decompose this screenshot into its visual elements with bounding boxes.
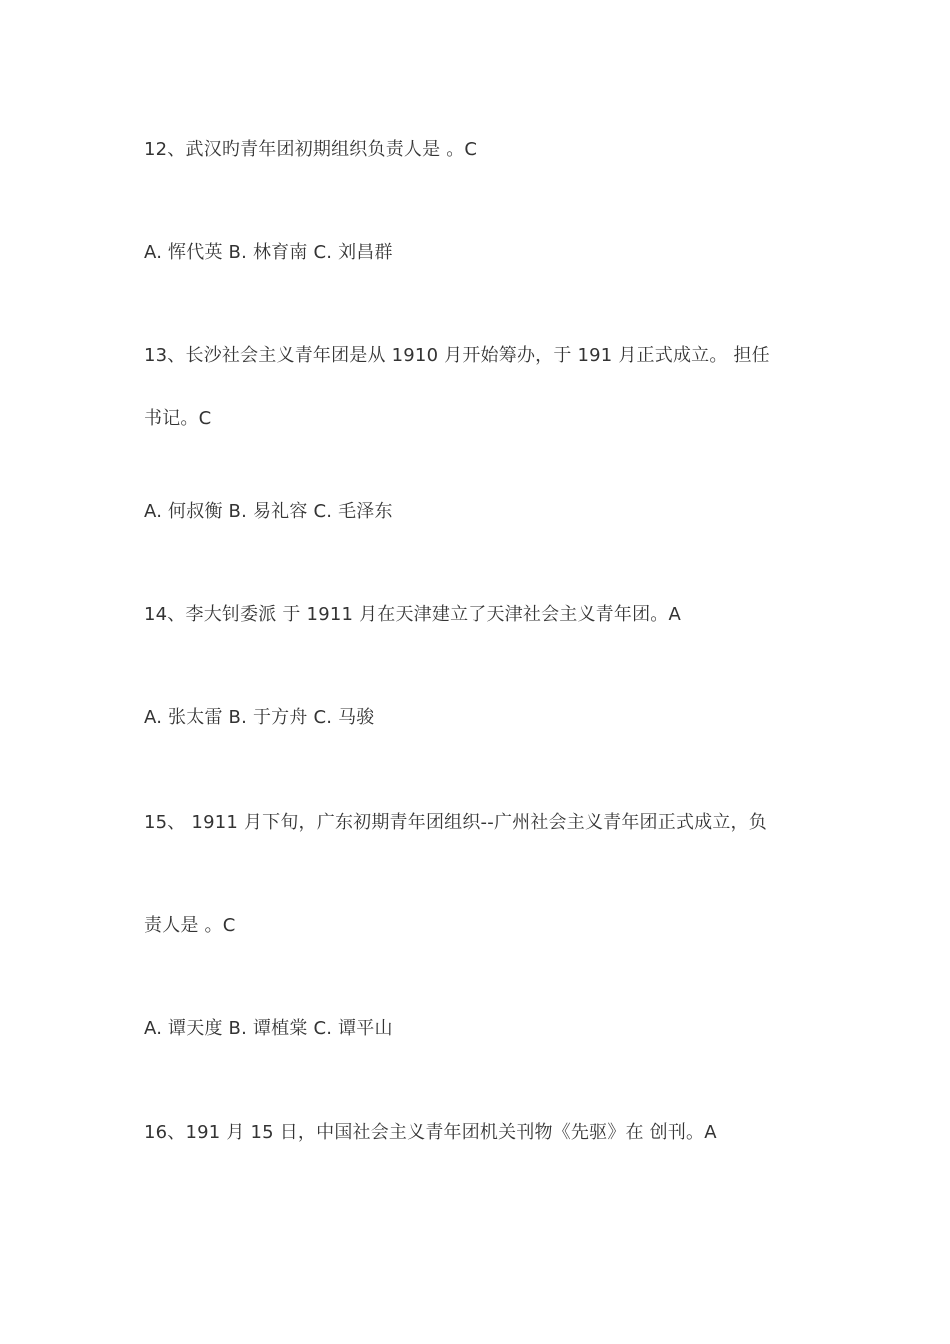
question-16-stem: 16、191 月 15 日，中国社会主义青年团机关刊物《先驱》在 创刊。A: [144, 1122, 717, 1143]
question-15-stem-line-1: 15、 1911 月下旬，广东初期青年团组织--广州社会主义青年团正式成立，负: [144, 812, 767, 833]
question-14-stem: 14、李大钊委派 于 1911 月在天津建立了天津社会主义青年团。A: [144, 604, 681, 625]
question-15-options: A. 谭天度 B. 谭植棠 C. 谭平山: [144, 1018, 393, 1039]
question-13-stem-line-1: 13、长沙社会主义青年团是从 1910 月开始筹办，于 191 月正式成立。 担任: [144, 345, 770, 366]
question-12-options: A. 恽代英 B. 林育南 C. 刘昌群: [144, 242, 393, 263]
question-12-stem: 12、武汉旳青年团初期组织负责人是 。C: [144, 139, 478, 160]
question-13-stem-line-2: 书记。C: [144, 408, 212, 429]
question-13-options: A. 何叔衡 B. 易礼容 C. 毛泽东: [144, 501, 393, 522]
question-14-options: A. 张太雷 B. 于方舟 C. 马骏: [144, 707, 375, 728]
question-15-stem-line-2: 责人是 。C: [144, 915, 236, 936]
